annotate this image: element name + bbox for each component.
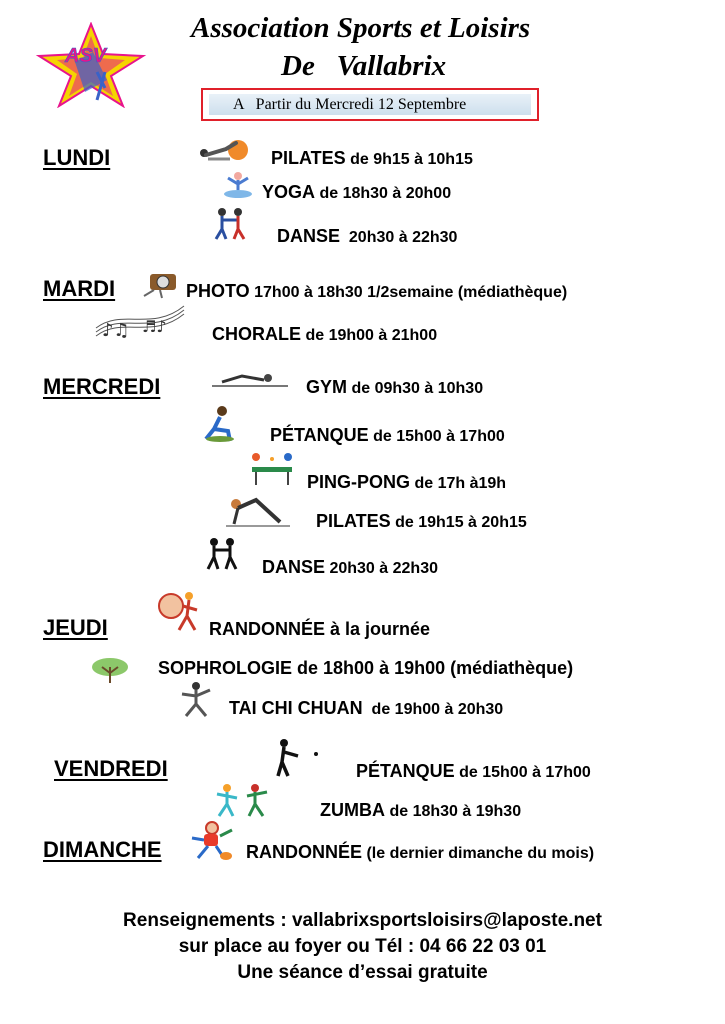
day-mercredi: MERCREDI [43, 374, 161, 399]
footer-contact-phone: sur place au foyer ou Tél : 04 66 22 03 01 [178, 936, 547, 957]
activity-time: 20h30 à 22h30 [340, 229, 458, 246]
activity-name: SOPHROLOGIE [158, 658, 293, 678]
activity-name: CHORALE [212, 324, 301, 344]
activity-name: PÉTANQUE [356, 761, 455, 781]
footer-contact-email: Renseignements : vallabrixsportsloisirs@laposte.net [123, 910, 602, 931]
day-dimanche: DIMANCHE [43, 837, 162, 862]
footer-free-trial: Une séance d’essai gratuite [237, 962, 488, 983]
activity-time: 20h30 à 22h30 [325, 560, 438, 577]
activity-mercredi-gym [306, 378, 483, 397]
activity-name: GYM [306, 377, 348, 397]
activity-time: (le dernier dimanche du mois) [362, 845, 595, 862]
activity-name: ZUMBA [320, 800, 385, 820]
activity-name: PÉTANQUE [270, 425, 369, 445]
ping-pong-icon [246, 449, 298, 487]
activity-time: de 19h00 à 20h30 [362, 701, 504, 718]
activity-dimanche-randonnee [246, 843, 594, 862]
start-date-box [201, 88, 539, 121]
svg-text:♬♪: ♬♪ [142, 317, 167, 336]
activity-time: 17h00 à 18h30 1/2semaine (médiathèque) [249, 284, 568, 301]
activity-name: TAI CHI CHUAN [229, 698, 363, 718]
svg-text:♪♫: ♪♫ [102, 320, 130, 341]
activity-name: DANSE [277, 226, 341, 246]
pilates-icon [196, 135, 250, 163]
activity-mardi-photo [186, 282, 567, 301]
yoga-icon [220, 170, 256, 200]
activity-lundi-danse [277, 227, 457, 246]
petanque-icon [200, 405, 242, 443]
zumba-icon [213, 782, 271, 818]
activity-time: de 18h30 à 19h30 [385, 803, 522, 820]
camera-icon [140, 266, 184, 300]
activity-time: de 18h30 à 20h00 [315, 185, 452, 202]
dance-silhouette-icon [204, 537, 240, 571]
petanque-player-icon [272, 738, 320, 778]
activity-name: PHOTO [186, 281, 250, 301]
activity-name: RANDONNÉE [209, 619, 326, 639]
activity-name: PING-PONG [307, 472, 411, 492]
day-vendredi: VENDREDI [54, 756, 168, 781]
activity-time: de 09h30 à 10h30 [347, 380, 484, 397]
activity-time: de 19h15 à 20h15 [390, 514, 527, 531]
page-title-line1: Association Sports et Loisirs [191, 12, 531, 44]
music-notes-icon [92, 302, 188, 342]
activity-jeudi-randonnee [209, 620, 430, 638]
hiker-cartoon-icon [186, 820, 238, 862]
activity-time: à la journée [325, 619, 431, 639]
activity-mercredi-petanque [270, 426, 505, 445]
start-date-text: A Partir du Mercredi 12 Septembre [209, 94, 531, 115]
pilates-plank-icon [226, 496, 290, 528]
activity-lundi-pilates [271, 149, 473, 168]
activity-name: PILATES [271, 148, 346, 168]
dance-couple-icon [210, 207, 250, 241]
activity-mardi-chorale [212, 325, 437, 344]
association-logo [35, 22, 147, 108]
activity-time: de 15h00 à 17h00 [368, 428, 505, 445]
activity-time: de 17h à19h [410, 475, 507, 492]
tai-chi-icon [176, 680, 214, 718]
hiker-icon [153, 590, 205, 636]
day-mardi: MARDI [43, 276, 116, 301]
activity-mercredi-pilates [316, 512, 527, 531]
day-jeudi: JEUDI [43, 615, 108, 640]
activity-name: YOGA [262, 182, 316, 202]
activity-mercredi-danse [262, 558, 438, 577]
activity-time: de 18h00 à 19h00 (médiathèque) [292, 658, 574, 678]
activity-time: de 9h15 à 10h15 [345, 151, 473, 168]
activity-jeudi-taichi [229, 699, 503, 718]
logo-text: ASV [65, 45, 107, 67]
activity-jeudi-sophrologie [158, 659, 573, 677]
gym-icon [212, 368, 288, 390]
tree-icon [90, 657, 130, 685]
activity-mercredi-pingpong [307, 473, 506, 492]
activity-name: PILATES [316, 511, 391, 531]
activity-time: de 15h00 à 17h00 [454, 764, 591, 781]
activity-name: DANSE [262, 557, 326, 577]
activity-lundi-yoga [262, 183, 451, 202]
activity-time: de 19h00 à 21h00 [301, 327, 438, 344]
page-title-line2: De Vallabrix [281, 50, 447, 82]
day-lundi: LUNDI [43, 145, 111, 170]
activity-name: RANDONNÉE [246, 842, 363, 862]
activity-vendredi-petanque [356, 762, 591, 781]
activity-vendredi-zumba [320, 801, 521, 820]
